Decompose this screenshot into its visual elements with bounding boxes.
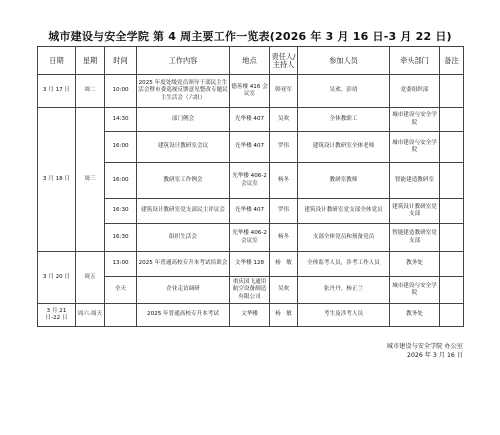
location-cell: 光华楼 407 [230, 108, 270, 132]
dept-cell: 建筑设计教研室党支部 [390, 199, 440, 224]
location-cell: 光华楼 407 [230, 132, 270, 163]
time-cell: 16:30 [105, 199, 137, 224]
person-cell: 杨冬 [270, 163, 298, 199]
dept-cell: 教务处 [390, 304, 440, 327]
content-cell: 企业走访调研 [137, 277, 230, 304]
person-cell: 吴欢 [270, 277, 298, 304]
note-cell [440, 277, 464, 304]
participants-cell: 全体监考人员，涉考工作人员 [298, 252, 390, 277]
location-cell: 德善楼 416 会议室 [230, 75, 270, 108]
content-cell: 2025 年度处级党员领导干部民主生活会暨市委巡视反馈意见整改专题民主生活会（六组） [137, 75, 230, 108]
weekday-cell: 周二 [76, 75, 105, 108]
time-cell: 16:00 [105, 132, 137, 163]
dept-cell: 智能建造教研室 [390, 163, 440, 199]
location-cell: 光华楼 406-2 会议室 [230, 163, 270, 199]
participants-cell: 考生及涉考人员 [298, 304, 390, 327]
header-cell: 牵头部门 [390, 47, 440, 75]
date-cell: 3 月 21 日-22 日 [38, 304, 76, 327]
schedule-table [37, 46, 464, 327]
time-cell: 16:30 [105, 224, 137, 252]
footer-org: 城市建设与安全学院 办公室 [386, 343, 463, 350]
time-cell [105, 304, 137, 327]
participants-cell: 建筑设计教研室全体老师 [298, 132, 390, 163]
person-cell: 吴欢 [270, 108, 298, 132]
content-cell: 建筑设计教研室党支部民主评议会 [137, 199, 230, 224]
participants-cell: 吴欢、彭靖 [298, 75, 390, 108]
content-cell: 2025 年普通高校专升本考试 [137, 304, 230, 327]
header-row [38, 47, 464, 75]
dept-cell: 城市建设与安全学院 [390, 132, 440, 163]
header-cell: 地点 [230, 47, 270, 75]
weekday-cell: 周三 [76, 108, 105, 252]
weekday-cell: 周六-周天 [76, 304, 105, 327]
location-cell: 文华楼 128 [230, 252, 270, 277]
note-cell [440, 252, 464, 277]
note-cell [440, 132, 464, 163]
date-cell: 3 月 18 日 [38, 108, 76, 252]
date-cell: 3 月 20 日 [38, 252, 76, 304]
dept-cell: 城市建设与安全学院 [390, 108, 440, 132]
location-cell: 光华楼 407 [230, 199, 270, 224]
person-cell: 杨 敏 [270, 252, 298, 277]
participants-cell: 全体教职工 [298, 108, 390, 132]
note-cell [440, 108, 464, 132]
time-cell: 16:00 [105, 163, 137, 199]
time-cell: 14:30 [105, 108, 137, 132]
person-cell: 韩亚军 [270, 75, 298, 108]
header-cell: 时间 [105, 47, 137, 75]
location-cell: 重庆国飞通用航空设备制造有限公司 [230, 277, 270, 304]
weekday-cell: 周五 [76, 252, 105, 304]
person-cell: 杨 敏 [270, 304, 298, 327]
header-cell: 责任人/主持人 [270, 47, 298, 75]
person-cell: 罗伟 [270, 132, 298, 163]
dept-cell: 教务处 [390, 252, 440, 277]
header-cell: 工作内容 [137, 47, 230, 75]
footer [387, 342, 463, 360]
date-cell: 3 月 17 日 [38, 75, 76, 108]
dept-cell: 党委组织部 [390, 75, 440, 108]
location-cell: 光华楼 406-2 会议室 [230, 224, 270, 252]
person-cell: 杨冬 [270, 224, 298, 252]
header-cell: 日期 [38, 47, 76, 75]
participants-cell: 教研室教师 [298, 163, 390, 199]
header-cell: 备注 [440, 47, 464, 75]
note-cell [440, 199, 464, 224]
note-cell [440, 224, 464, 252]
time-cell: 13:00 [105, 252, 137, 277]
table-row [38, 304, 464, 327]
person-cell: 罗伟 [270, 199, 298, 224]
table-row [38, 75, 464, 108]
content-cell: 部门例会 [137, 108, 230, 132]
participants-cell: 张丹丹、杨正兰 [298, 277, 390, 304]
dept-cell: 智能建造教研室党支部 [390, 224, 440, 252]
content-cell: 2025 年普通高校专升本考试培训会 [137, 252, 230, 277]
time-cell: 10:00 [105, 75, 137, 108]
content-cell: 建筑设计教研室会议 [137, 132, 230, 163]
table-row [38, 108, 464, 132]
note-cell [440, 75, 464, 108]
location-cell: 文华楼 [230, 304, 270, 327]
participants-cell: 建筑设计教研室党支部全体党员 [298, 199, 390, 224]
note-cell [440, 304, 464, 327]
footer-date: 2026 年 3 月 16 日 [407, 352, 463, 359]
page-title: 城市建设与安全学院 第 4 周主要工作一览表(2026 年 3 月 16 日-3 月 22 日) [48, 30, 452, 43]
header-cell: 参加人员 [298, 47, 390, 75]
participants-cell: 支部全体党员和预备党员 [298, 224, 390, 252]
time-cell: 全天 [105, 277, 137, 304]
dept-cell: 城市建设与安全学院 [390, 277, 440, 304]
table-row [38, 252, 464, 277]
content-cell: 教研室工作例会 [137, 163, 230, 199]
content-cell: 组织生活会 [137, 224, 230, 252]
note-cell [440, 163, 464, 199]
header-cell: 星期 [76, 47, 105, 75]
